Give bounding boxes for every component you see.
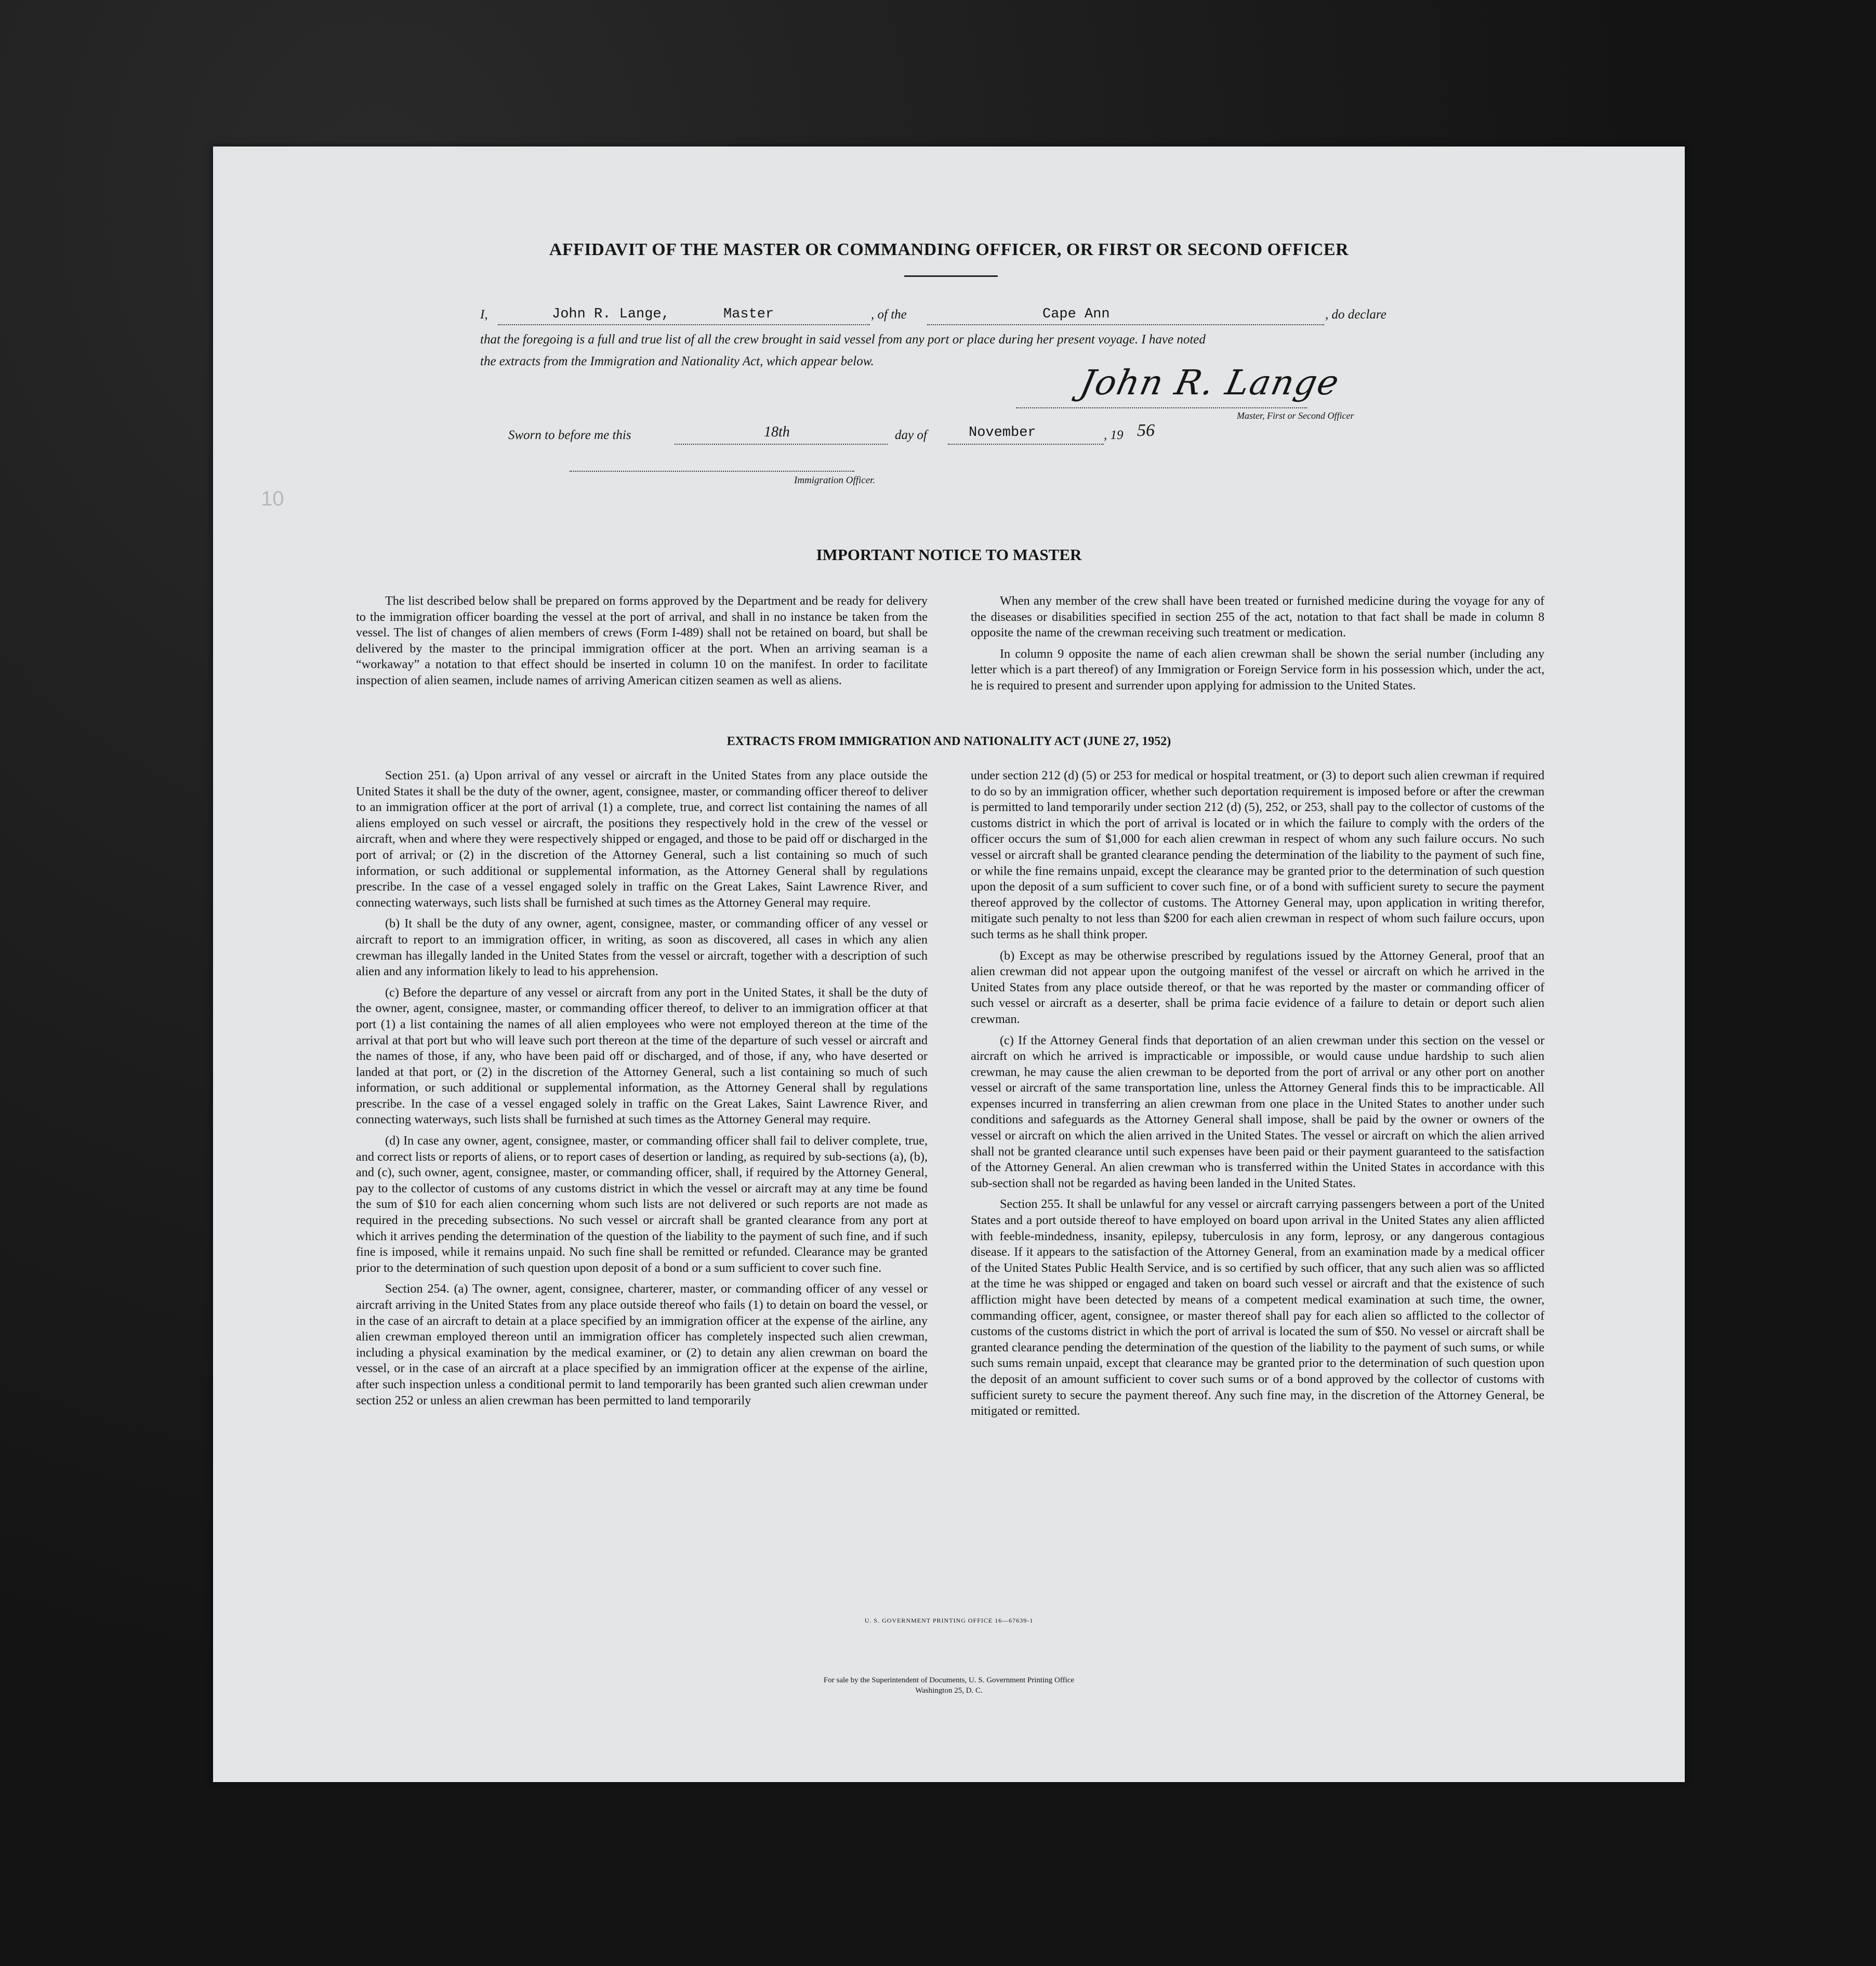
master-signature: John R. Lange xyxy=(1076,363,1344,403)
statement-line-1: that the foregoing is a full and true list of all the crew brought in said vessel from any port or place during her present voyage. I have noted xyxy=(480,333,1206,347)
vessel-field xyxy=(927,307,1324,325)
declare-prefix: I, xyxy=(480,308,488,322)
statement-line-2: the extracts from the Immigration and Nationality Act, which appear below. xyxy=(480,354,874,368)
notice-paragraph: The list described below shall be prepared on forms approved by the Department and be ready for delivery to the immigration officer boarding the vessel at the port of arrival, and shall in no instance be taken from the vessel. The list of changes of alien members of crews (Form I-489) shall not be retained on board, but shall be delivered by the master to the principal immigration officer at the port. When an arriving seaman is a “workaway” a notation to that effect should be inserted in column 10 on the manifest. In order to facilitate inspection of alien seamen, include names of arriving American citizen seamen as well as aliens. xyxy=(356,594,928,687)
footer-line-2: Washington 25, D. C. xyxy=(915,1686,983,1695)
do-declare-label: , do declare xyxy=(1325,308,1386,322)
statute-paragraph: (b) Except as may be otherwise prescribed by regulations issued by the Attorney General, proof that an alien crewman did not appear upon the outgoing manifest of the vessel or aircraft on which he arrived in the United States from any place outside thereof, or that he was reported by the master or commanding officer of such vessel or aircraft as a deserter, shall be prima facie evidence of a failure to detain or deport such alien crewman. xyxy=(971,948,1544,1026)
sworn-year: 56 xyxy=(1137,421,1155,440)
statute-paragraph: Section 254. (a) The owner, agent, consignee, charterer, master, or commanding officer of any vessel or aircraft arriving in the United States from any place outside thereof who fails (1) to detain on board the vessel, or in the case of an aircraft to detain at a place specified by an immigration officer at the expense of the airline, any alien crewman employed thereon until an immigration officer has completely inspected such alien crewman, including a physical examination by the medical examiner, or (2) to detain any alien crewman on board the vessel, or in the case of an aircraft at a place specified by an immigration officer at the expense of the airline, after such inspection unless a conditional permit to land temporarily has been granted such alien crewman under section 252 or unless an alien crewman has been permitted to land temporarily xyxy=(356,1282,928,1407)
officer-signature-line xyxy=(570,471,854,472)
vessel-name: Cape Ann xyxy=(1042,307,1110,322)
extracts-left-column xyxy=(356,768,928,1414)
sworn-label: Sworn to before me this xyxy=(508,428,631,442)
year-prefix: , 19 xyxy=(1104,428,1124,442)
sworn-day: 18th xyxy=(764,424,790,440)
declarant-name: John R. Lange, xyxy=(552,307,670,322)
statute-paragraph: (d) In case any owner, agent, consignee, master, or commanding officer shall fail to deliver complete, true, and correct lists or reports of aliens, or to report cases of desertion or landing, as required by sub-sections (a), (b), and (c), such owner, agent, consignee, master, or commanding officer, shall, if required by the Attorney General, pay to the collector of customs of any customs district in which the vessel or aircraft may at any time be found the sum of $10 for each alien concerning whom such lists are not delivered or such reports are not made as required in the preceding subsections. No such vessel or aircraft shall be granted clearance from any port at which it arrives pending the determination of the question of the liability to the payment of such fine, and if such fine is imposed, while it remains unpaid. No such fine shall be remitted or refunded. Clearance may be granted prior to the determination of such question upon deposit of a bond or a sum sufficient to cover such fine. xyxy=(356,1134,928,1275)
day-of-label: day of xyxy=(895,428,927,442)
printing-office-mark: U. S. GOVERNMENT PRINTING OFFICE 16—67639-1 xyxy=(864,1617,1034,1624)
of-the-label: , of the xyxy=(871,308,907,322)
statute-paragraph: (c) Before the departure of any vessel or aircraft from any port in the United States, it shall be the duty of the owner, agent, consignee, master, or commanding officer thereof, to deliver to an immigration officer at that port (1) a list containing the names of all alien employees who were not employed thereon at the time of the arrival at that port but who will leave such port thereon at the time of the departure of such vessel or aircraft and the names of those, if any, who have been paid off or discharged, and of those, if any, who have deserted or landed at that port, or (2) in the discretion of the Attorney General, such a list containing so much of such information, or such additional or supplemental information, as the Attorney General shall by regulations prescribe. In the case of a vessel engaged solely in traffic on the Great Lakes, Saint Lawrence River, and connecting waterways, such lists shall be furnished at such times as the Attorney General may require. xyxy=(356,985,928,1127)
signature-caption: Master, First or Second Officer xyxy=(1237,410,1354,421)
extracts-right-column xyxy=(971,768,1544,1425)
officer-caption: Immigration Officer. xyxy=(794,475,876,486)
statute-paragraph: Section 255. It shall be unlawful for any vessel or aircraft carrying passengers between a port of the United States and a port outside thereof to have employed on board upon arrival in the United States any alien afflicted with feeble-mindedness, insanity, epilepsy, tuberculosis in any form, leprosy, or any dangerous contagious disease. If it appears to the satisfaction of the Attorney General, from an examination made by a medical officer of the United States Public Health Service, and is so certified by such officer, that any such alien was so afflicted at the time he was shipped or engaged and taken on board such vessel or aircraft and that the existence of such affliction might have been detected by means of a competent medical examination at such time, the owner, commanding officer, agent, consignee, or master thereof shall pay for each alien so afflicted to the collector of customs of the customs district in which the port of arrival is located the sum of $50. No vessel or aircraft shall be granted clearance pending the determination of the question of the liability to the payment of such sums, or while such sums remain unpaid, except that clearance may be granted prior to the determination of such question upon the deposit of an amount sufficient to cover such sums or of a bond approved by the collector of customs with sufficient surety to secure the payment thereof. Any such fine may, in the discretion of the Attorney General, be mitigated or remitted. xyxy=(971,1197,1544,1418)
notice-left-column xyxy=(356,593,928,694)
margin-number: 10 xyxy=(261,487,284,510)
sworn-day-field xyxy=(675,424,888,445)
statute-paragraph: under section 212 (d) (5) or 253 for medical or hospital treatment, or (3) to deport such alien crewman if required to do so by an immigration officer, whether such deportation requirement is imposed before or after the crewman is permitted to land temporarily under section 212 (d) (5), 252, or 253, shall pay to the collector of customs of the customs district in which the port of arrival is located or in which the failure to comply with the orders of the officer occurs the sum of $1,000 for each alien crewman in respect of whom any such failure occurs. No such vessel or aircraft shall be granted clearance pending the determination of the liability to the payment of such fine, or while the fine remains unpaid, except the clearance may be granted prior to the determination of such question upon the deposit of a sum sufficient to cover such fine, or of a bond with sufficient surety to secure the payment thereof approved by the collector of customs. The Attorney General may, upon application in writing therefor, mitigate such penalty to not less than $200 for each alien crewman in respect of whom such failure occurs, upon such terms as he shall think proper. xyxy=(971,768,1544,941)
document-page xyxy=(213,147,1685,1782)
notice-right-column xyxy=(971,593,1544,699)
notice-paragraph: In column 9 opposite the name of each alien crewman shall be shown the serial number (including any letter which is a part thereof) of any Immigration or Foreign Service form in his possession which, under the act, he is required to present and surrender upon applying for admission to the United States. xyxy=(971,646,1544,693)
statute-paragraph: (c) If the Attorney General finds that deportation of an alien crewman under this section on the vessel or aircraft on which he arrived is impracticable or impossible, or would cause undue hardship to such alien crewman, he may cause the alien crewman to be deported from the port of arrival or any other port on another vessel or aircraft of the same transportation line, unless the Attorney General finds this to be impracticable. All expenses incurred in transferring an alien crewman from one place in the United States to another under such conditions and safeguards as the Attorney General shall impose, shall be paid by the owner or owners of the vessel or aircraft on which the alien arrived in the United States. The vessel or aircraft on which the alien arrived shall not be granted clearance until such expenses have been paid or their payment guaranteed to the satisfaction of the Attorney General. An alien crewman who is transferred within the United States in accordance with this sub-section shall not be regarded as having been landed in the United States. xyxy=(971,1033,1544,1190)
notice-title: IMPORTANT NOTICE TO MASTER xyxy=(816,546,1082,564)
extracts-title: EXTRACTS FROM IMMIGRATION AND NATIONALITY ACT (JUNE 27, 1952) xyxy=(726,735,1171,748)
sworn-month: November xyxy=(969,425,1036,441)
title-divider xyxy=(904,275,998,277)
sworn-month-field xyxy=(948,424,1104,445)
notice-paragraph: When any member of the crew shall have been treated or furnished medicine during the voyage for any of the diseases or disabilities specified in section 255 of the act, notation to that fact shall be made in column 8 opposite the name of the crewman receiving such treatment or medication. xyxy=(971,594,1544,640)
signature-line xyxy=(1016,407,1307,408)
declarant-rank: Master xyxy=(723,307,774,322)
statute-paragraph: (b) It shall be the duty of any owner, agent, consignee, master, or commanding officer of any vessel or aircraft to report to an immigration officer, in writing, as soon as discovered, all cases in which any alien crewman has illegally landed in the United States from the vessel or aircraft, together with a description of such alien and any information likely to lead to his apprehension. xyxy=(356,916,928,979)
footer-line-1: For sale by the Superintendent of Documents, U. S. Government Printing Office xyxy=(823,1676,1075,1684)
statute-paragraph: Section 251. (a) Upon arrival of any vessel or aircraft in the United States from any place outside the United States it shall be the duty of the owner, agent, consignee, master, or commanding officer thereof to deliver to an immigration officer at the port of arrival (1) a complete, true, and correct list containing the names of all aliens employed on such vessel or aircraft, the positions they respectively hold in the crew of the vessel or aircraft, when and where they were respectively shipped or engaged, and those to be paid off or discharged in the port of arrival; or (2) in the discretion of the Attorney General, such a list containing so much of such information, or such additional or supplemental information, as the Attorney General shall by regulations prescribe. In the case of a vessel engaged solely in traffic on the Great Lakes, Saint Lawrence River, and connecting waterways, such lists shall be furnished at such times as the Attorney General may require. xyxy=(356,768,928,910)
document-footer xyxy=(213,1675,1685,1696)
affidavit-title: AFFIDAVIT OF THE MASTER OR COMMANDING OFFICER, OR FIRST OR SECOND OFFICER xyxy=(549,240,1349,259)
declarant-field xyxy=(498,307,870,325)
